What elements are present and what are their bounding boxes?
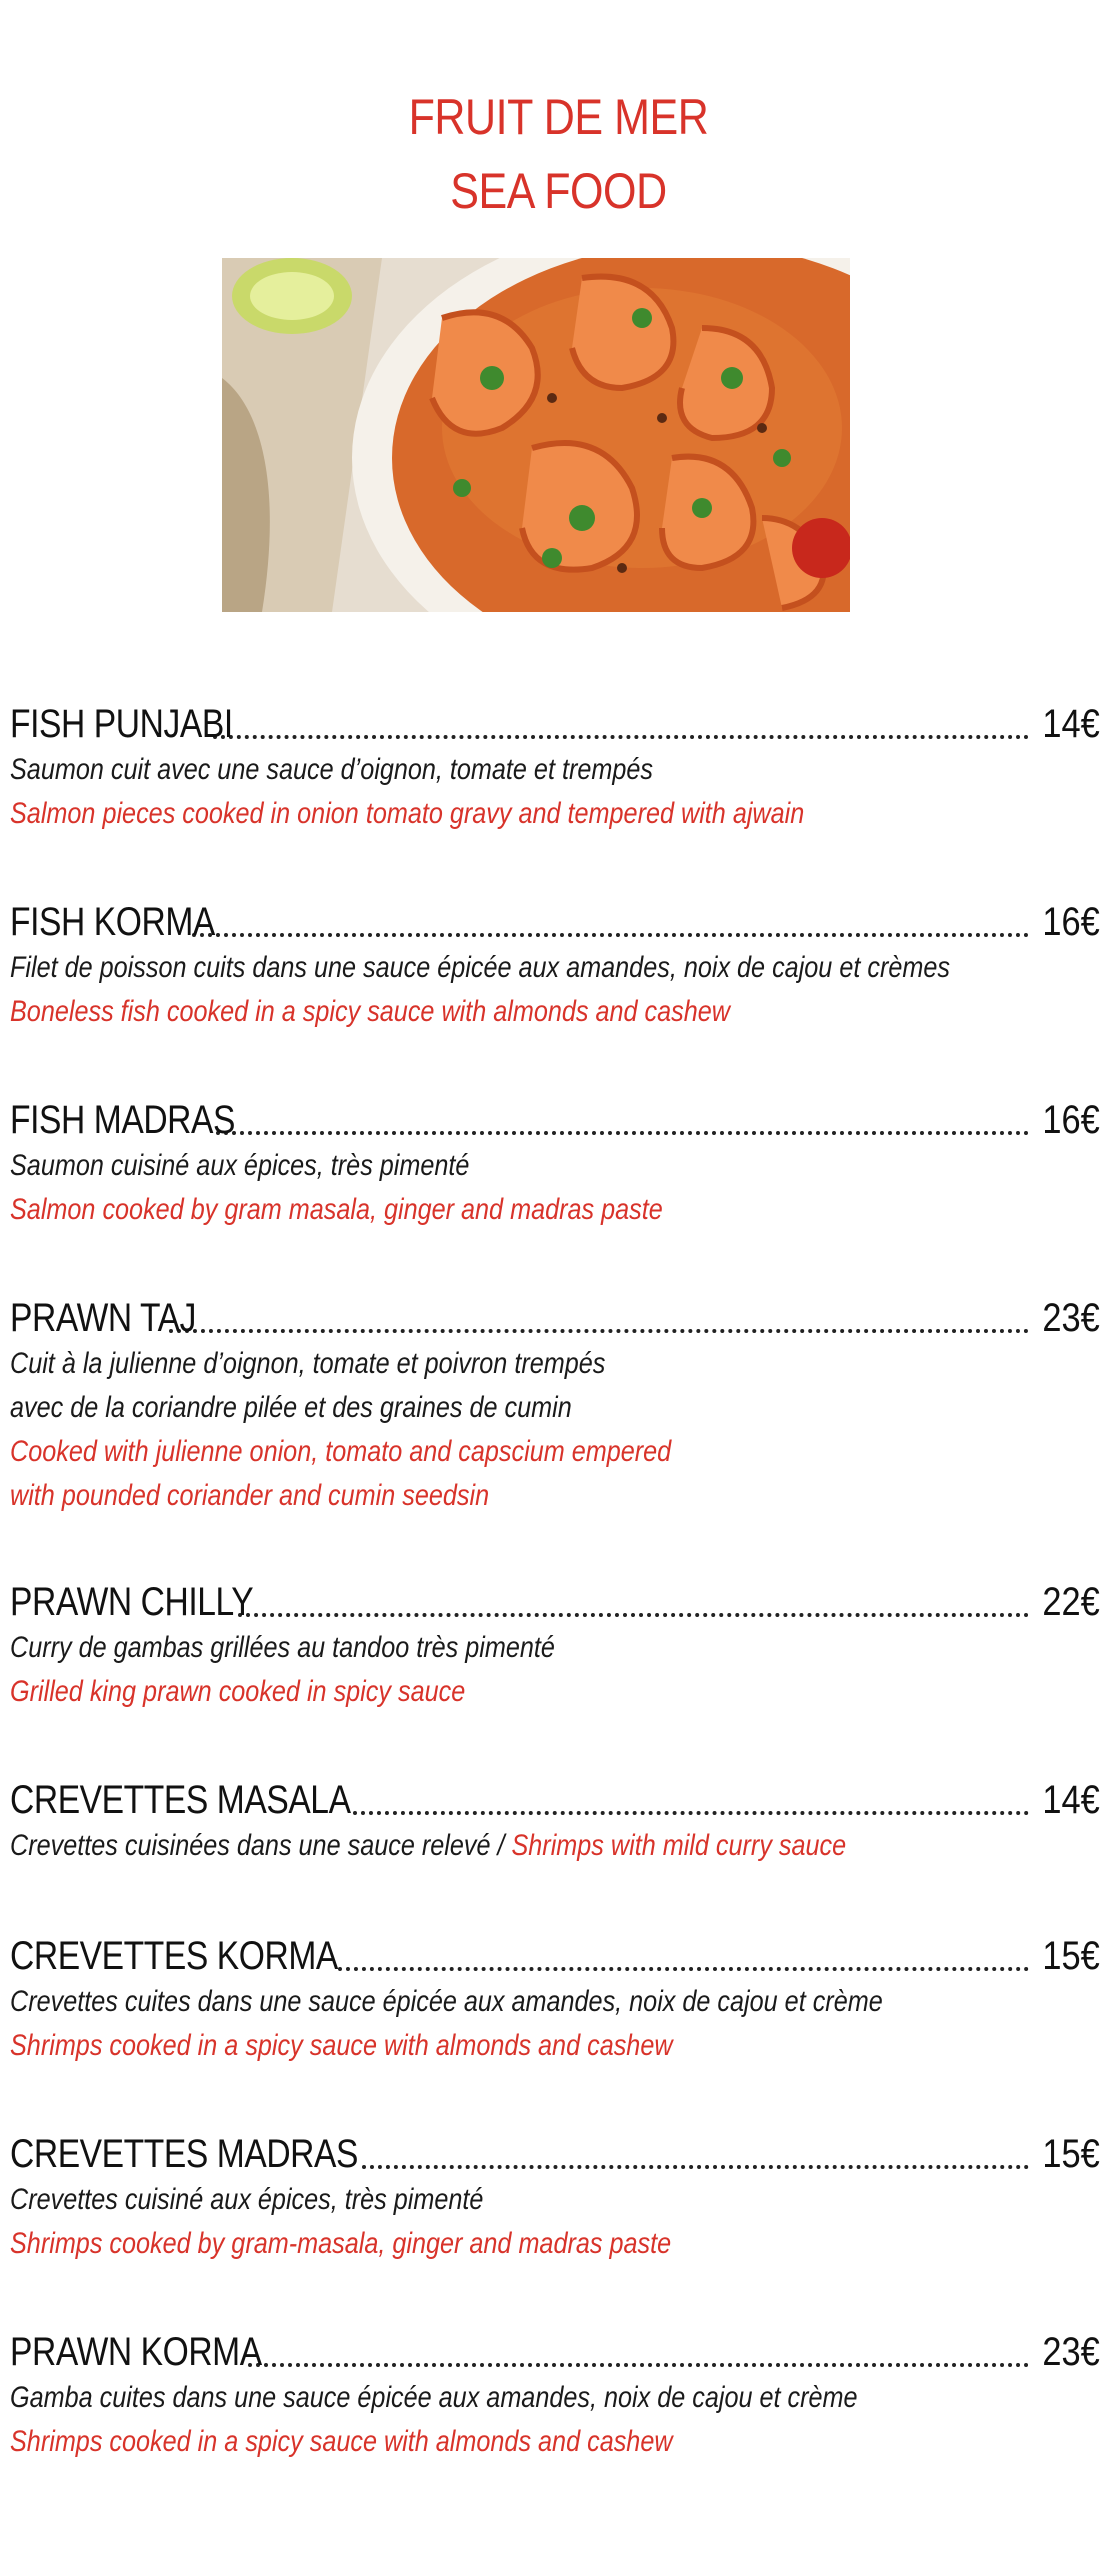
menu-item-name: FISH MADRAS xyxy=(10,1098,236,1142)
dot-leader xyxy=(248,2363,1030,2367)
description-en: Grilled king prawn cooked in spicy sauce xyxy=(10,1675,466,1708)
dot-leader xyxy=(353,1811,1029,1815)
menu-item xyxy=(10,1578,1100,1714)
prawn-curry-photo xyxy=(222,258,850,612)
description-fr: Cuit à la julienne d’oignon, tomate et poivron trempés xyxy=(10,1347,606,1380)
description-en: Salmon pieces cooked in onion tomato gravy and tempered with ajwain xyxy=(10,797,805,830)
description-en: Salmon cooked by gram masala, ginger and madras paste xyxy=(10,1193,663,1226)
description-en: with pounded coriander and cumin seedsin xyxy=(10,1479,490,1512)
menu-item-header xyxy=(10,1096,1100,1144)
menu-item-name: FISH PUNJABI xyxy=(10,702,233,746)
page-title-en: SEA FOOD xyxy=(450,163,667,219)
description-fr: Crevettes cuisinées dans une sauce relevé / xyxy=(10,1829,512,1862)
description-en: Boneless fish cooked in a spicy sauce with almonds and cashew xyxy=(10,995,730,1028)
menu-item xyxy=(10,2328,1100,2464)
menu-item xyxy=(10,1096,1100,1232)
menu-item-name: PRAWN TAJ xyxy=(10,1296,197,1340)
description-en: Shrimps cooked in a spicy sauce with almonds and cashew xyxy=(10,2425,673,2458)
menu-item xyxy=(10,1776,1100,1868)
menu-item-header xyxy=(10,1294,1100,1342)
description-fr: Crevettes cuisiné aux épices, très pimenté xyxy=(10,2183,484,2216)
dot-leader xyxy=(216,1131,1029,1135)
dot-leader xyxy=(362,2165,1029,2169)
menu-item-name: CREVETTES MASALA xyxy=(10,1778,351,1822)
description-fr: Filet de poisson cuits dans une sauce épicée aux amandes, noix de cajou et crèmes xyxy=(10,951,950,984)
menu-item-price: 15€ xyxy=(1042,1934,1100,1978)
menu-item-header xyxy=(10,2130,1100,2178)
menu-item-name: CREVETTES MADRAS xyxy=(10,2132,359,2176)
dot-leader xyxy=(238,1613,1030,1617)
menu-item-header xyxy=(10,898,1100,946)
menu-item-price: 23€ xyxy=(1042,1296,1100,1340)
description-fr: Gamba cuites dans une sauce épicée aux amandes, noix de cajou et crème xyxy=(10,2381,858,2414)
menu-item-header xyxy=(10,1776,1100,1824)
description-fr: Crevettes cuites dans une sauce épicée aux amandes, noix de cajou et crème xyxy=(10,1985,883,2018)
page-title-fr: FRUIT DE MER xyxy=(408,89,709,145)
description-en: Cooked with julienne onion, tomato and capscium empered xyxy=(10,1435,672,1468)
menu-item-name: FISH KORMA xyxy=(10,900,215,944)
menu-item xyxy=(10,2130,1100,2266)
menu-item-price: 16€ xyxy=(1042,900,1100,944)
menu-item-price: 14€ xyxy=(1042,702,1100,746)
description-en: Shrimps cooked in a spicy sauce with almonds and cashew xyxy=(10,2029,673,2062)
menu-item-price: 14€ xyxy=(1042,1778,1100,1822)
dot-leader xyxy=(192,933,1029,937)
dot-leader xyxy=(338,1967,1029,1971)
menu-item xyxy=(10,700,1100,836)
menu-item-header xyxy=(10,2328,1100,2376)
menu-item xyxy=(10,1932,1100,2068)
description-fr: avec de la coriandre pilée et des graines de cumin xyxy=(10,1391,572,1424)
description-en: Shrimps with mild curry sauce xyxy=(511,1829,847,1862)
dot-leader xyxy=(169,1329,1029,1333)
description-fr: Saumon cuit avec une sauce d’oignon, tomate et trempés xyxy=(10,753,653,786)
prawn-curry-dish-image xyxy=(222,258,850,612)
description-fr: Saumon cuisiné aux épices, très pimenté xyxy=(10,1149,470,1182)
menu-item-header xyxy=(10,1932,1100,1980)
menu-item-description xyxy=(10,1824,1085,1868)
menu-item-header xyxy=(10,700,1100,748)
menu-item-price: 23€ xyxy=(1042,2330,1100,2374)
dot-leader xyxy=(213,735,1029,739)
menu-item-name: CREVETTES KORMA xyxy=(10,1934,338,1978)
menu-item-price: 16€ xyxy=(1042,1098,1100,1142)
menu-item xyxy=(10,1294,1100,1518)
menu-item-price: 15€ xyxy=(1042,2132,1100,2176)
menu-item-price: 22€ xyxy=(1042,1580,1100,1624)
menu-item xyxy=(10,898,1100,1034)
menu-item-name: PRAWN CHILLY xyxy=(10,1580,254,1624)
menu-item-name: PRAWN KORMA xyxy=(10,2330,262,2374)
description-fr: Curry de gambas grillées au tandoo très pimenté xyxy=(10,1631,555,1664)
menu-item-header xyxy=(10,1578,1100,1626)
description-en: Shrimps cooked by gram-masala, ginger and madras paste xyxy=(10,2227,672,2260)
